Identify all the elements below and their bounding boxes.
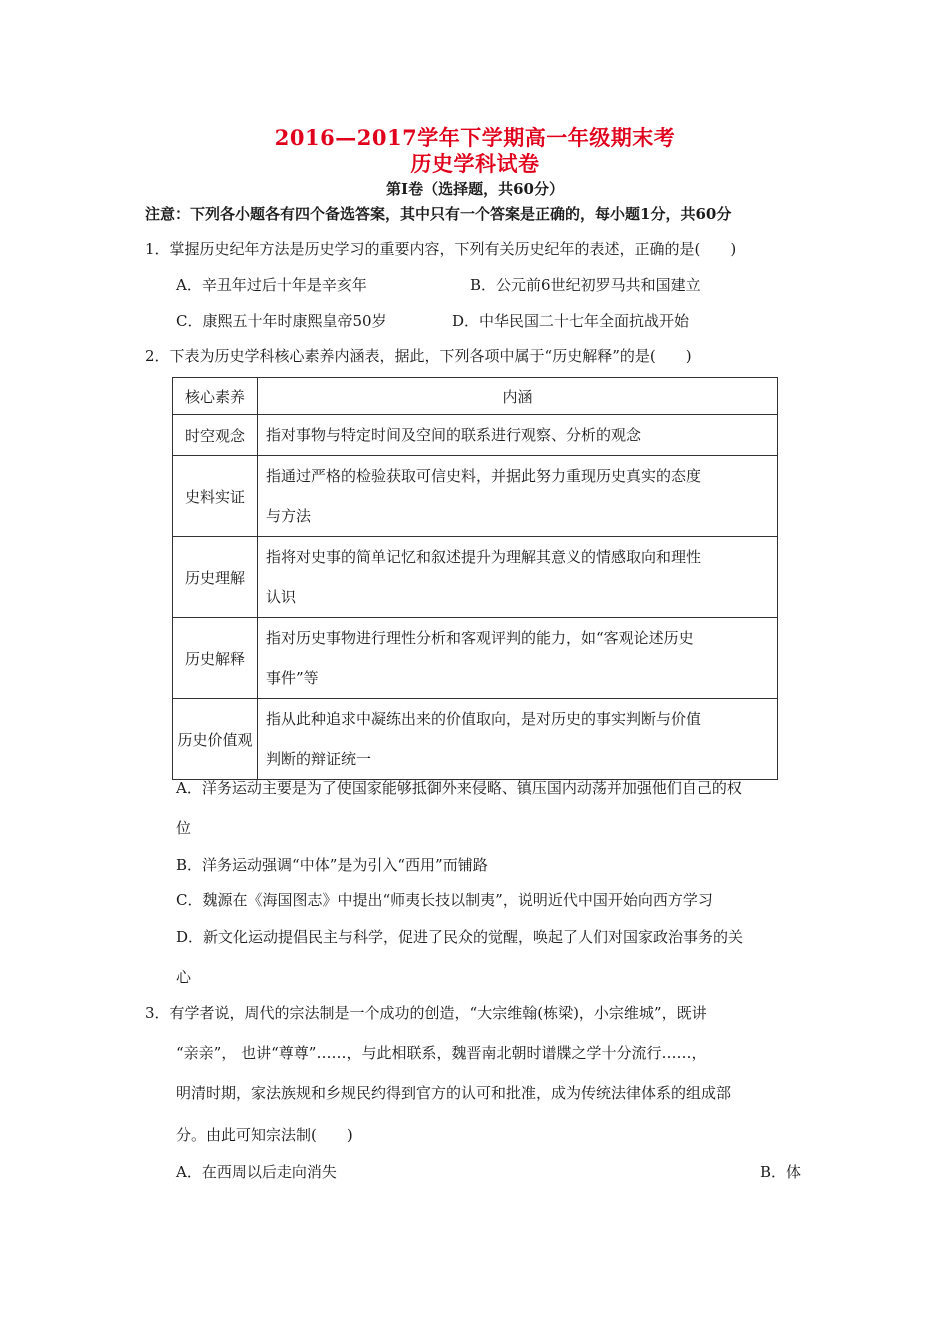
q2-option-c: C．魏源在《海国图志》中提出“师夷长技以制夷”，说明近代中国开始向西方学习 xyxy=(176,891,713,909)
q3-stem-line2: “亲亲”， 也讲“尊尊”……，与此相联系，魏晋南北朝时谱牒之学十分流行……， xyxy=(176,1044,707,1062)
table-header-cell: 内涵 xyxy=(258,378,778,415)
q3-stem-line3: 明清时期，家法族规和乡规民约得到官方的认可和批准，成为传统法律体系的组成部 xyxy=(176,1084,732,1102)
q1-option-c: C．康熙五十年时康熙皇帝50岁 xyxy=(176,312,387,330)
table-header-row xyxy=(173,378,778,415)
row-desc: 指将对史事的简单记忆和叙述提升为理解其意义的情感取向和理性 认识 xyxy=(258,537,778,618)
q2-option-a-line2: 位 xyxy=(176,819,192,837)
q1-stem: 1．掌握历史纪年方法是历史学习的重要内容，下列有关历史纪年的表述，正确的是( ) xyxy=(145,240,737,258)
section-heading: 第Ⅰ卷（选择题，共60分） xyxy=(386,180,564,198)
row-name: 时空观念 xyxy=(173,415,258,456)
table-row xyxy=(173,456,778,537)
row-name: 历史理解 xyxy=(173,537,258,618)
row-desc: 指对事物与特定时间及空间的联系进行观察、分析的观念 xyxy=(258,415,778,456)
q1-option-b: B．公元前6世纪初罗马共和国建立 xyxy=(470,276,701,294)
row-name: 历史解释 xyxy=(173,618,258,699)
q2-option-b: B．洋务运动强调“中体”是为引入“西用”而铺路 xyxy=(176,856,488,874)
row-name: 历史价值观 xyxy=(173,699,258,780)
q3-stem-line1: 3．有学者说，周代的宗法制是一个成功的创造，“大宗维翰(栋梁)，小宗维城”，既讲 xyxy=(145,1004,707,1022)
table-row xyxy=(173,537,778,618)
row-name: 史料实证 xyxy=(173,456,258,537)
q2-option-d-line1: D．新文化运动提倡民主与科学，促进了民众的觉醒，唤起了人们对国家政治事务的关 xyxy=(176,928,744,946)
row-desc: 指通过严格的检验获取可信史料，并据此努力重现历史真实的态度 与方法 xyxy=(258,456,778,537)
q2-option-a-line1: A．洋务运动主要是为了使国家能够抵御外来侵略、镇压国内动荡并加强他们自己的权 xyxy=(176,779,742,797)
row-desc: 指从此种追求中凝练出来的价值取向，是对历史的事实判断与价值 判断的辩证统一 xyxy=(258,699,778,780)
q1-option-a: A．辛丑年过后十年是辛亥年 xyxy=(176,276,367,294)
core-literacy-table xyxy=(172,377,778,780)
q3-option-b: B．体 xyxy=(760,1163,802,1181)
q3-option-a: A．在西周以后走向消失 xyxy=(176,1163,337,1181)
table-row xyxy=(173,699,778,780)
exam-subject: 历史学科试卷 xyxy=(410,151,540,176)
q3-stem-line4: 分。由此可知宗法制( ) xyxy=(176,1126,353,1144)
q2-stem: 2．下表为历史学科核心素养内涵表，据此，下列各项中属于“历史解释”的是( ) xyxy=(145,347,692,365)
row-desc: 指对历史事物进行理性分析和客观评判的能力，如“客观论述历史 事件”等 xyxy=(258,618,778,699)
table-row xyxy=(173,618,778,699)
table-row xyxy=(173,415,778,456)
notice-text: 注意：下列各小题各有四个备选答案，其中只有一个答案是正确的，每小题1分，共60分 xyxy=(145,205,732,223)
q1-option-d: D．中华民国二十七年全面抗战开始 xyxy=(452,312,690,330)
table-header-cell: 核心素养 xyxy=(173,378,258,415)
q2-option-d-line2: 心 xyxy=(176,968,192,986)
exam-title: 2016—2017学年下学期高一年级期末考 xyxy=(274,125,676,150)
